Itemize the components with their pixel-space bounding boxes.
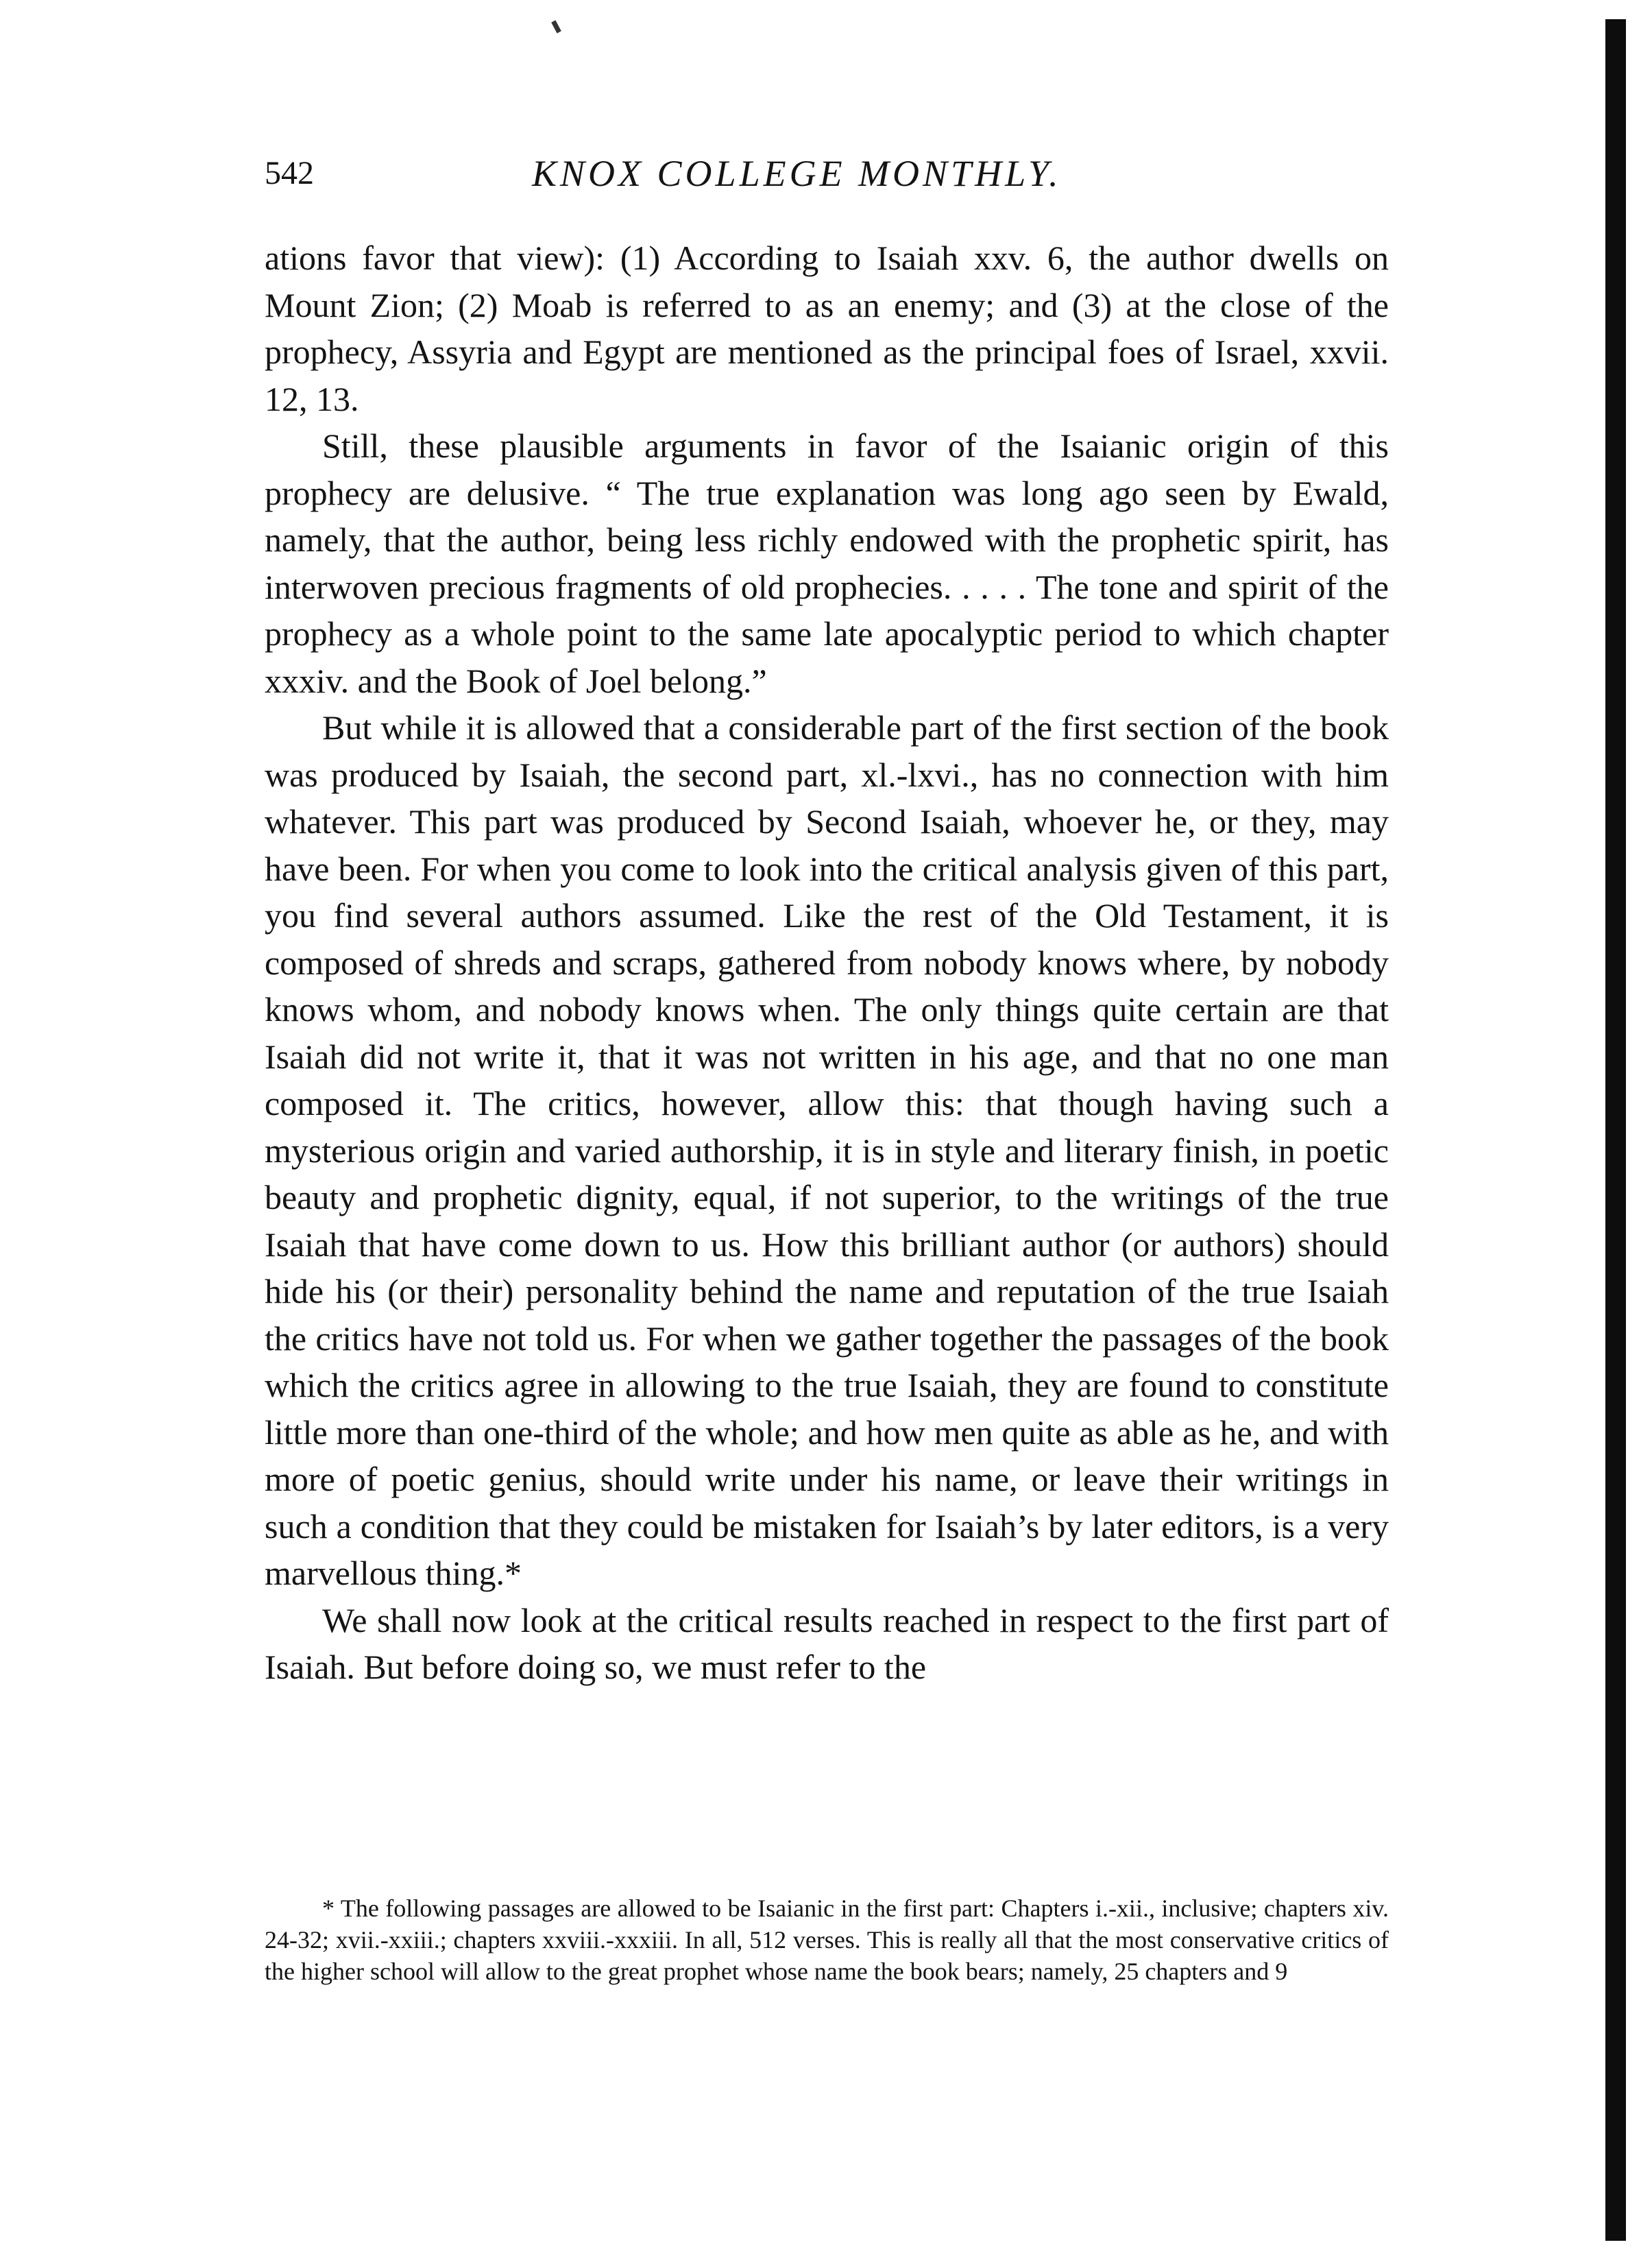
paragraph-2: Still, these plausible arguments in favor of the Isaianic origin of this prophecy are delusive. “ The true explanation was long ago seen by Ewald, namely, that the author, being less richly endowed with the prophetic spirit, has interwoven precious fragments of old prophecies. . . . . The tone and spirit of the prophecy as a whole point to the same late apocalyptic period to which chapter xxxiv. and the Book of Joel belong.” <box>265 426 1389 700</box>
scan-speck <box>551 20 561 33</box>
paragraph-4: We shall now look at the critical results reached in respect to the first part of Isaiah. But before doing so, we must refer to the <box>265 1600 1389 1686</box>
running-head <box>265 149 1389 197</box>
footnote <box>265 1892 1389 1987</box>
footnote-text: * The following passages are allowed to be Isaianic in the first part: Chapters i.-xii., inclusive; chapters xiv. 24-32; xvii.-xxiii.; chapters xxviii.-xxxiii. In all, 512 verses. This is really all that the most conservative critics of the higher school will allow to the great prophet whose name the book bears; namely, 25 chapters and 9 <box>265 1895 1389 1985</box>
journal-title: KNOX COLLEGE MONTHLY. <box>532 153 1062 194</box>
body-text <box>265 235 1389 1691</box>
paragraph-1: ations favor that view): (1) According to Isaiah xxv. 6, the author dwells on Mount Zion; (2) Moab is referred to as an enemy; and (3) at the close of the prophecy, Assyria and Egypt are mentioned as the principal foes of Israel, xxvii. 12, 13. <box>265 239 1389 418</box>
page-number: 542 <box>265 155 314 191</box>
paragraph-3: But while it is allowed that a considerable part of the first section of the book was produced by Isaiah, the second part, xl.-lxvi., has no connection with him whatever. This part was produced by Second Isaiah, whoever he, or they, may have been. For when you come to look into the critical analysis given of this part, you find several authors assumed. Like the rest of the Old Testament, it is composed of shreds and scraps, gathered from nobody knows where, by nobody knows whom, and nobody knows when. The only things quite certain are that Isaiah did not write it, that it was not written in his age, and that no one man composed it. The critics, however, allow this: that though having such a mysterious origin and varied authorship, it is in style and literary finish, in poetic beauty and prophetic dignity, equal, if not superior, to the writings of the true Isaiah that have come down to us. How this brilliant author (or authors) should hide his (or their) personality behind the name and reputation of the true Isaiah the critics have not told us. For when we gather together the passages of the book which the critics agree in allowing to the true Isaiah, they are found to constitute little more than one-third of the whole; and how men quite as able as he, and with more of poetic genius, should write under his name, or leave their writings in such a condition that they could be mistaken for Isaiah’s by later editors, is a very marvellous thing.* <box>265 708 1389 1592</box>
scan-border-edge <box>1605 19 1626 2241</box>
